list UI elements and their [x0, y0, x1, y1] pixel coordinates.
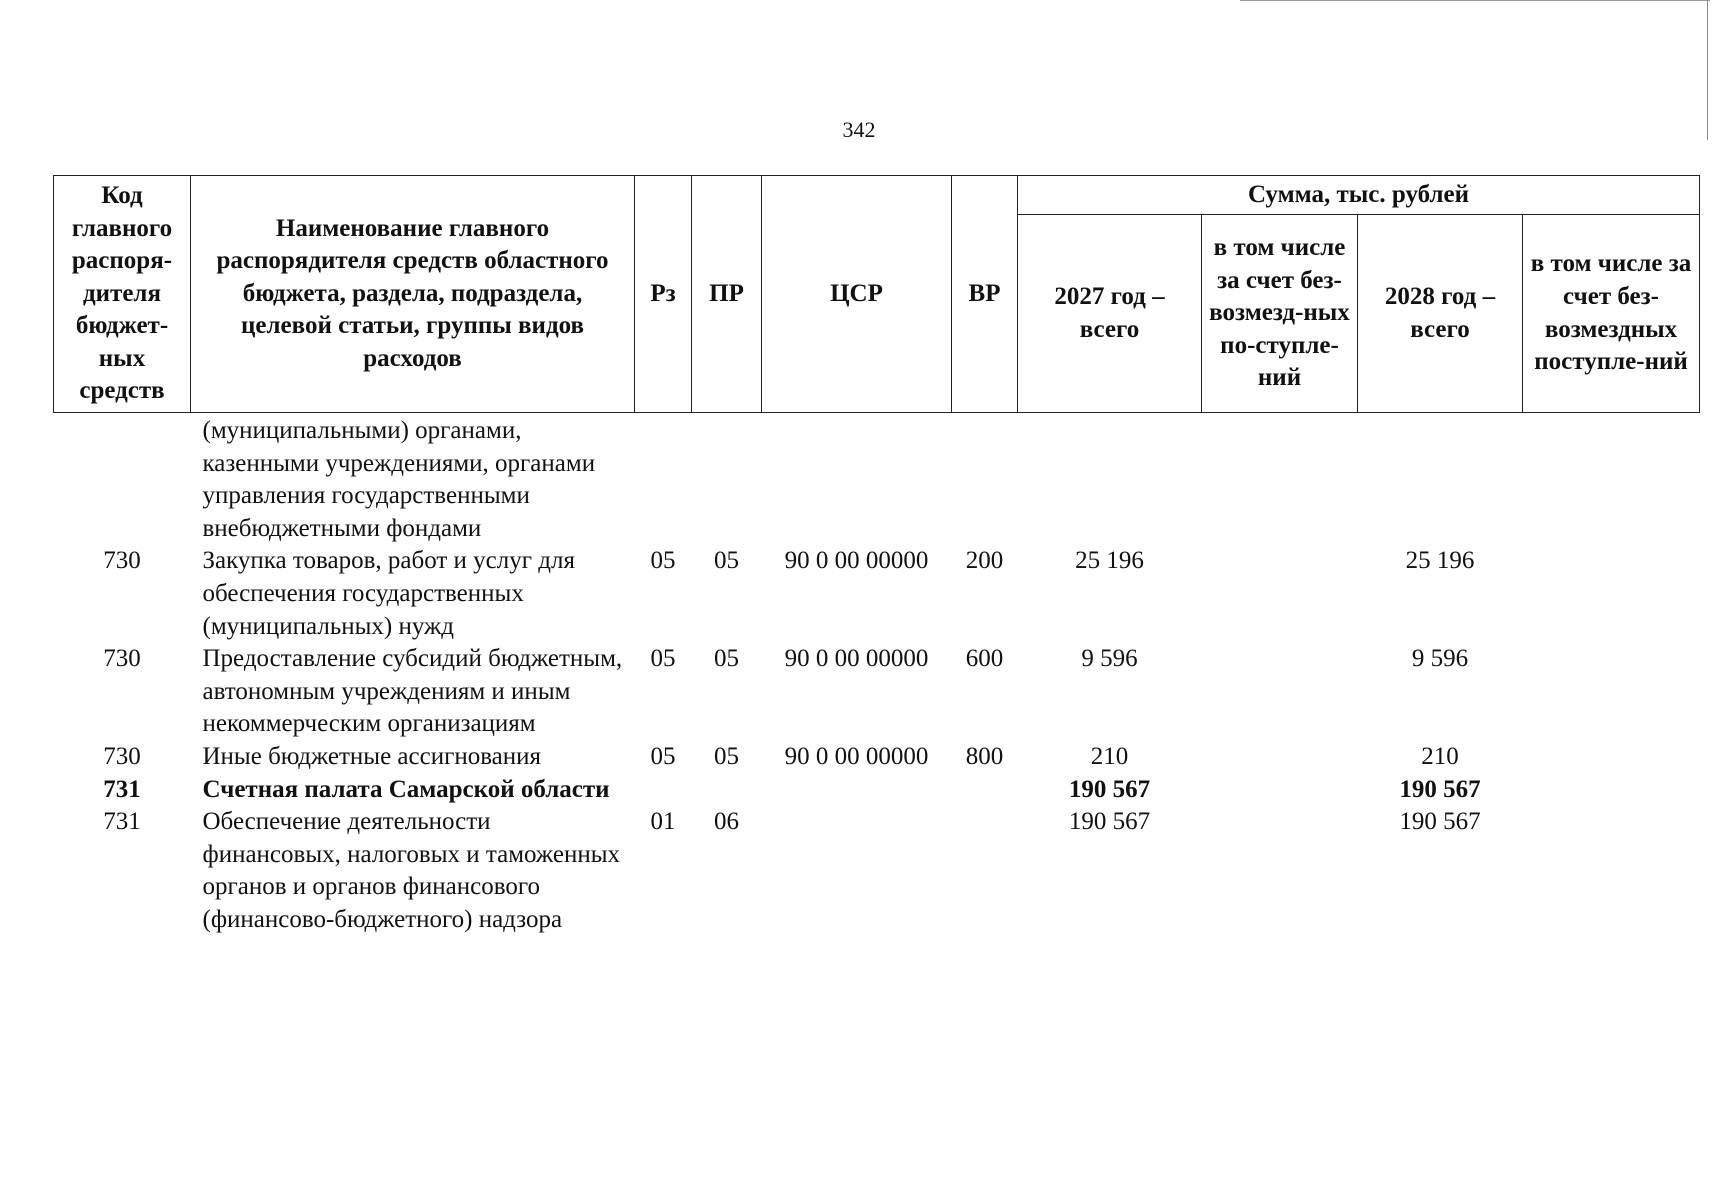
cell-csr	[762, 806, 952, 936]
cell-rz	[635, 413, 692, 546]
cell-2028-free	[1523, 643, 1700, 741]
table-row	[54, 774, 1700, 807]
cell-2027-free	[1202, 545, 1358, 643]
cell-2028-total	[1358, 413, 1523, 546]
cell-vr: 200	[965, 547, 1004, 575]
cell-2027-free	[1202, 741, 1358, 774]
cell-2027-free	[1202, 643, 1358, 741]
cell-2028-free	[1523, 545, 1700, 643]
cell-csr	[762, 774, 952, 807]
header-sum-group: Сумма, тыс. рублей	[1018, 176, 1700, 215]
cell-vr: 800	[965, 742, 1004, 770]
cell-name: Предоставление субсидий бюджетным, автономным учреждениям и иным некоммерческим организациям	[202, 645, 623, 738]
cell-rz: 01	[650, 808, 676, 836]
scan-edge-top	[1240, 0, 1710, 1]
cell-2028-total: 210	[1421, 742, 1459, 770]
cell-vr	[952, 806, 1018, 936]
cell-code: 731	[103, 775, 141, 803]
cell-code	[54, 413, 191, 546]
cell-code: 730	[103, 742, 141, 770]
header-rz: Рз	[635, 176, 692, 413]
cell-2028-free	[1523, 774, 1700, 807]
table-row	[54, 806, 1700, 936]
cell-2028-total: 190 567	[1399, 808, 1481, 836]
cell-pr: 06	[714, 808, 739, 836]
cell-code: 731	[103, 808, 141, 836]
cell-pr: 05	[714, 645, 739, 673]
cell-name: Обеспечение деятельности финансовых, налоговых и таможенных органов и органов финансового (финансово-бюджетного) надзора	[202, 808, 621, 933]
cell-2028-free	[1523, 806, 1700, 936]
cell-2028-total: 190 567	[1399, 775, 1481, 803]
cell-csr: 90 0 00 00000	[784, 645, 929, 673]
cell-csr: 90 0 00 00000	[784, 547, 929, 575]
header-code: Код главного распоря-дителя бюджет-ных средств	[54, 176, 191, 413]
table-row	[54, 643, 1700, 741]
cell-2027-free	[1202, 806, 1358, 936]
cell-vr	[952, 774, 1018, 807]
cell-2027-total: 190 567	[1068, 775, 1151, 803]
table-header	[54, 176, 1700, 413]
header-pr: ПР	[692, 176, 762, 413]
cell-2027-free	[1202, 413, 1358, 546]
cell-pr: 05	[714, 547, 739, 575]
cell-rz	[635, 774, 692, 807]
table-body	[54, 413, 1700, 937]
cell-vr	[952, 413, 1018, 546]
cell-name: (муниципальными) органами, казенными учреждениями, органами управления государственными внебюджетными фондами	[202, 417, 596, 542]
header-vr: ВР	[952, 176, 1018, 413]
cell-rz: 05	[650, 547, 676, 575]
table-row	[54, 545, 1700, 643]
page-number: 342	[842, 117, 876, 142]
cell-2027-total: 9 596	[1081, 645, 1138, 673]
cell-2028-free	[1523, 741, 1700, 774]
cell-pr	[692, 413, 762, 546]
table-row	[54, 741, 1700, 774]
cell-name: Счетная палата Самарской области	[202, 775, 610, 803]
header-2028-total: 2028 год – всего	[1358, 215, 1523, 413]
cell-code: 730	[103, 645, 141, 673]
cell-2028-total: 25 196	[1405, 547, 1475, 575]
table-row	[54, 413, 1700, 546]
header-2027-total: 2027 год – всего	[1018, 215, 1202, 413]
cell-csr: 90 0 00 00000	[784, 742, 929, 770]
cell-code: 730	[103, 547, 141, 575]
cell-2028-free	[1523, 413, 1700, 546]
cell-2027-total: 190 567	[1068, 808, 1151, 836]
cell-pr: 05	[714, 742, 739, 770]
header-2028-free: в том числе за счет без-возмездных поступле-ний	[1523, 215, 1700, 413]
cell-rz: 05	[650, 645, 676, 673]
cell-name: Закупка товаров, работ и услуг для обеспечения государственных (муниципальных) нужд	[202, 547, 575, 640]
cell-2027-free	[1202, 774, 1358, 807]
cell-vr: 600	[965, 645, 1004, 673]
budget-table	[53, 175, 1700, 937]
cell-rz: 05	[650, 742, 676, 770]
cell-csr	[762, 413, 952, 546]
cell-pr	[692, 774, 762, 807]
cell-2027-total: 25 196	[1075, 547, 1144, 575]
cell-2027-total	[1018, 413, 1202, 546]
header-name: Наименование главного распорядителя средств областного бюджета, раздела, подраздела, целевой статьи, группы видов расходов	[191, 176, 635, 413]
header-csr: ЦСР	[762, 176, 952, 413]
cell-2027-total: 210	[1090, 742, 1129, 770]
header-2027-free: в том числе за счет без-возмезд-ных по-ступле-ний	[1202, 215, 1358, 413]
cell-name: Иные бюджетные ассигнования	[202, 742, 542, 770]
cell-2028-total: 9 596	[1411, 645, 1469, 673]
